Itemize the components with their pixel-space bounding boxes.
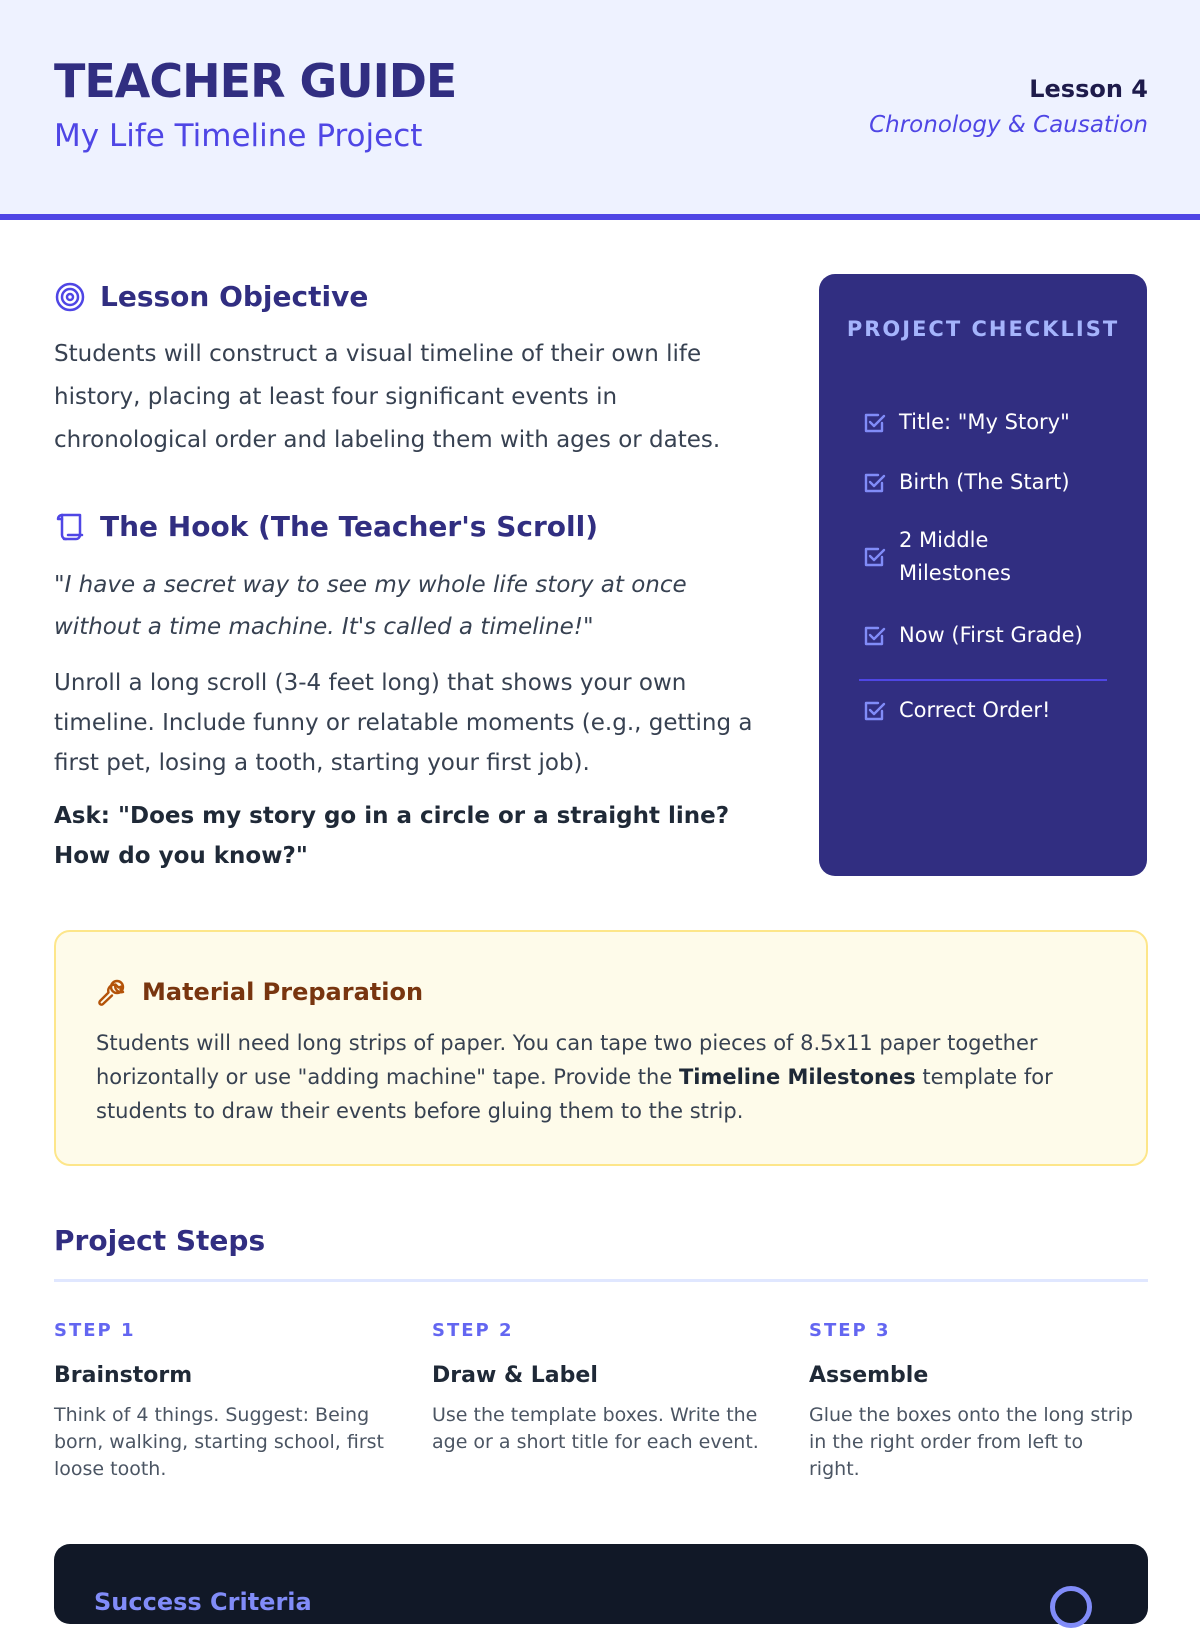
material-text <box>96 1026 1106 1128</box>
step-name: Assemble <box>809 1363 929 1388</box>
checklist-item <box>861 694 1121 727</box>
checklist-item-label: Correct Order! <box>899 698 1051 722</box>
lesson-number: Lesson 4 <box>1029 75 1148 103</box>
material-heading <box>96 976 423 1008</box>
checklist-item-label: Now (First Grade) <box>899 623 1083 647</box>
page-header <box>0 0 1200 220</box>
checkbox-checked-icon <box>861 410 887 436</box>
step-name: Brainstorm <box>54 1363 193 1388</box>
success-criteria-card <box>54 1544 1148 1624</box>
checkbox-checked-icon <box>861 623 887 649</box>
step-label: STEP 1 <box>54 1320 136 1341</box>
checklist-item <box>861 406 1121 439</box>
scroll-icon <box>54 511 86 543</box>
hook-quote: "I have a secret way to see my whole life story at once without a time machine. It's called a timeline!" <box>54 572 687 640</box>
steps-divider <box>54 1279 1148 1282</box>
checkbox-checked-icon <box>861 470 887 496</box>
objective-heading <box>54 280 368 313</box>
checklist-item <box>861 466 1121 499</box>
step-card <box>809 1320 1139 1483</box>
success-criteria-heading: Success Criteria <box>94 1588 312 1616</box>
lesson-topic: Chronology & Causation <box>869 112 1148 138</box>
step-name: Draw & Label <box>432 1363 598 1388</box>
checklist-item-label: Birth (The Start) <box>899 470 1070 494</box>
step-card <box>432 1320 762 1456</box>
badge-icon <box>1050 1586 1092 1628</box>
material-preparation-callout <box>54 930 1148 1166</box>
hook-text: Unroll a long scroll (3-4 feet long) that shows your own timeline. Include funny or relatable moments (e.g., getting a first pet, losing a tooth, starting your first job). <box>54 670 753 776</box>
project-checklist <box>819 274 1147 876</box>
objective-heading-text: Lesson Objective <box>100 280 369 313</box>
hook-heading <box>54 510 598 543</box>
checklist-divider <box>859 679 1107 681</box>
checklist-item <box>861 524 1121 590</box>
step-label: STEP 2 <box>432 1320 514 1341</box>
step-label: STEP 3 <box>809 1320 891 1341</box>
wrench-icon <box>96 976 128 1008</box>
material-text-part: Students will need long strips of paper. You can tape two pieces of 8.5x11 paper together horizontally or use "adding machine" tape. Provide the <box>96 1031 1038 1089</box>
checklist-item-label: 2 Middle Milestones <box>899 528 1011 585</box>
page-subtitle: My Life Timeline Project <box>54 118 423 154</box>
template-name: Timeline Milestones <box>678 1065 916 1089</box>
step-description: Think of 4 things. Suggest: Being born, walking, starting school, first loose tooth. <box>54 1404 385 1480</box>
checklist-item <box>861 619 1121 652</box>
checklist-title: PROJECT CHECKLIST <box>846 317 1120 341</box>
step-description: Glue the boxes onto the long strip in the right order from left to right. <box>809 1404 1133 1480</box>
project-steps-heading: Project Steps <box>54 1224 266 1257</box>
hook-question: Ask: "Does my story go in a circle or a straight line? How do you know?" <box>54 803 730 869</box>
step-card <box>54 1320 384 1483</box>
checklist-item-label: Title: "My Story" <box>899 410 1070 434</box>
hook-heading-text: The Hook (The Teacher's Scroll) <box>100 510 598 543</box>
material-text-part: template for students to draw their events before gluing them to the strip. <box>96 1065 1053 1123</box>
page-title: TEACHER GUIDE <box>54 54 457 108</box>
target-icon <box>54 281 86 313</box>
material-heading-text: Material Preparation <box>142 978 424 1006</box>
checkbox-checked-icon <box>861 698 887 724</box>
objective-text: Students will construct a visual timeline of their own life history, placing at least four significant events in chronological order and labeling them with ages or dates. <box>54 341 721 453</box>
step-description: Use the template boxes. Write the age or a short title for each event. <box>432 1404 759 1453</box>
checkbox-checked-icon <box>861 544 887 570</box>
